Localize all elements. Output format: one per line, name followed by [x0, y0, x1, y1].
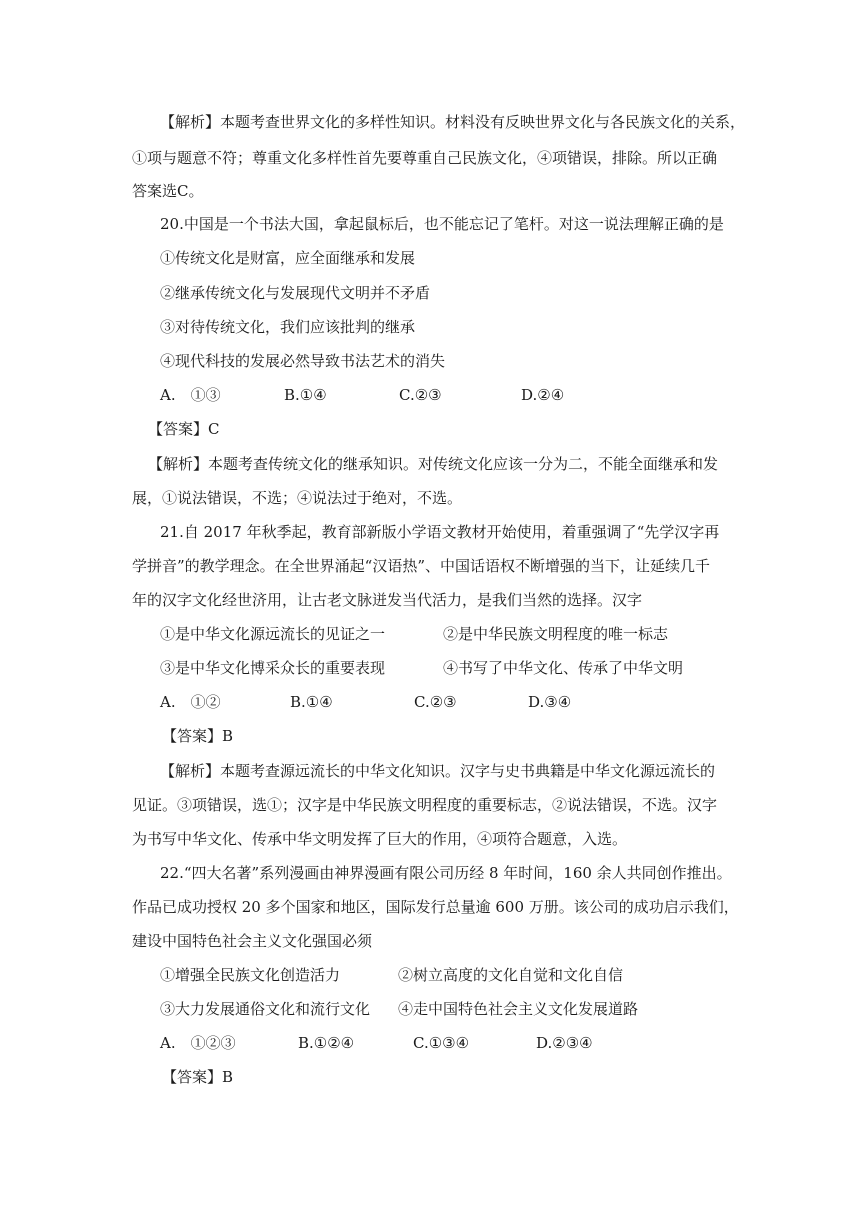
question-22-stem: 作品已成功授权 20 多个国家和地区，国际发行总量逾 600 万册。该公司的成功启示我们， — [132, 898, 739, 916]
question-20-explanation: 展，①说法错误，不选；④说法过于绝对，不选。 — [132, 489, 463, 507]
choice-b: B.①④ — [284, 386, 327, 404]
choice-a: A. ①② — [160, 693, 221, 711]
question-21-option-4: ④书写了中华文化、传承了中华文明 — [443, 659, 684, 677]
question-21-stem: 学拼音”的教学理念。在全世界涌起“汉语热”、中国话语权不断增强的当下，让延续几千 — [132, 557, 711, 575]
choice-c: C.②③ — [414, 693, 457, 711]
choice-b: B.①④ — [290, 693, 333, 711]
choice-c: C.②③ — [399, 386, 442, 404]
choice-b: B.①②④ — [298, 1034, 355, 1052]
choice-a: A. ①③ — [160, 386, 221, 404]
question-21-explanation: 为书写中华文化、传承中华文明发挥了巨大的作用，④项符合题意，入选。 — [132, 830, 628, 848]
question-21-stem: 21.自 2017 年秋季起，教育部新版小学语文教材开始使用，着重强调了“先学汉字再 — [160, 523, 720, 541]
question-20-answer: 【答案】C — [148, 420, 220, 438]
choice-d: D.②③④ — [536, 1034, 593, 1052]
explanation-line: ①项与题意不符；尊重文化多样性首先要尊重自己民族文化，④项错误，排除。所以正确 — [132, 149, 718, 167]
question-21-option-3: ③是中华文化博采众长的重要表现 — [160, 659, 386, 677]
question-20-option-2: ②继承传统文化与发展现代文明并不矛盾 — [160, 284, 431, 302]
question-22-option-2: ②树立高度的文化自觉和文化自信 — [398, 966, 624, 984]
question-22-option-4: ④走中国特色社会主义文化发展道路 — [398, 1000, 639, 1018]
question-20-option-4: ④现代科技的发展必然导致书法艺术的消失 — [160, 352, 446, 370]
question-21-option-1: ①是中华文化源远流长的见证之一 — [160, 625, 386, 643]
question-21-explanation: 见证。③项错误，选①；汉字是中华民族文明程度的重要标志，②说法错误，不选。汉字 — [132, 796, 718, 814]
question-22-option-3: ③大力发展通俗文化和流行文化 — [160, 1000, 371, 1018]
question-20-explanation: 【解析】本题考查传统文化的继承知识。对传统文化应该一分为二，不能全面继承和发 — [148, 455, 719, 473]
question-20-stem: 20.中国是一个书法大国，拿起鼠标后，也不能忘记了笔杆。对这一说法理解正确的是 — [160, 215, 724, 233]
explanation-line: 【解析】本题考查世界文化的多样性知识。材料没有反映世界文化与各民族文化的关系， — [160, 113, 746, 131]
question-22-stem: 22.“四大名著”系列漫画由神界漫画有限公司历经 8 年时间，160 余人共同创作推出。 — [160, 864, 732, 882]
question-22-answer: 【答案】B — [162, 1068, 234, 1086]
question-21-option-2: ②是中华民族文明程度的唯一标志 — [443, 625, 669, 643]
question-20-option-1: ①传统文化是财富，应全面继承和发展 — [160, 249, 416, 267]
explanation-line: 答案选C。 — [132, 182, 204, 200]
question-20-option-3: ③对待传统文化，我们应该批判的继承 — [160, 318, 416, 336]
question-21-stem: 年的汉字文化经世济用，让古老文脉迸发当代活力，是我们当然的选择。汉字 — [132, 591, 643, 609]
question-22-stem: 建设中国特色社会主义文化强国必须 — [132, 932, 373, 950]
question-22-option-1: ①增强全民族文化创造活力 — [160, 966, 341, 984]
choice-d: D.③④ — [528, 693, 572, 711]
choice-d: D.②④ — [521, 386, 565, 404]
question-21-answer: 【答案】B — [162, 727, 234, 745]
choice-c: C.①③④ — [413, 1034, 470, 1052]
choice-a: A. ①②③ — [160, 1034, 236, 1052]
question-21-explanation: 【解析】本题考查源远流长的中华文化知识。汉字与史书典籍是中华文化源远流长的 — [160, 762, 716, 780]
